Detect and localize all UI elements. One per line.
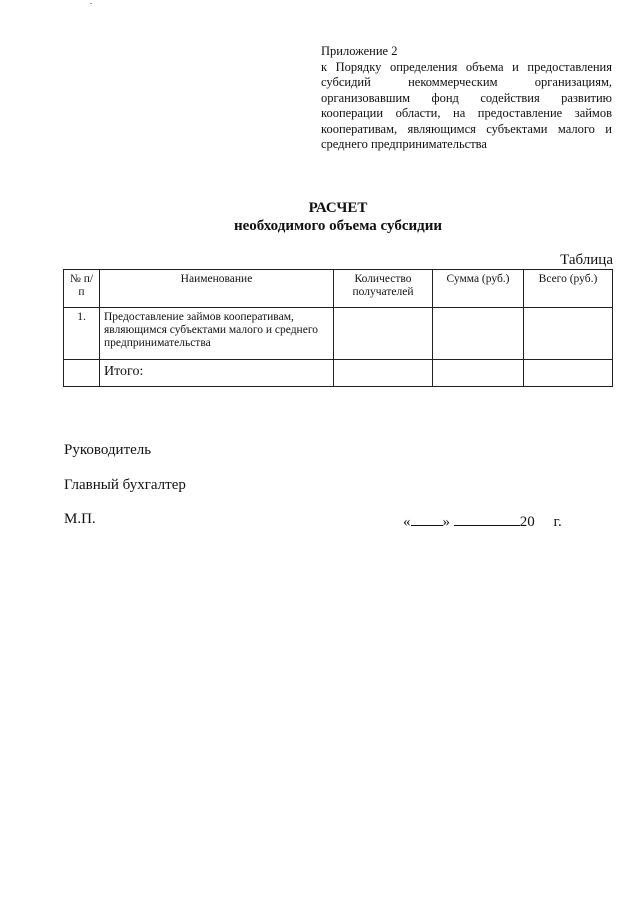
appendix-title: Приложение 2 bbox=[321, 44, 398, 58]
total-sum-cell bbox=[433, 360, 524, 387]
day-blank bbox=[411, 511, 443, 526]
date-close-quote: » bbox=[442, 514, 450, 530]
heading-title: РАСЧЕТ bbox=[308, 200, 368, 216]
appendix-block bbox=[321, 44, 612, 153]
row-sum bbox=[433, 308, 524, 360]
scan-speck bbox=[90, 3, 92, 4]
signature-head: Руководитель bbox=[64, 442, 152, 458]
header-name: Наименование bbox=[100, 270, 334, 308]
date-open-quote: « bbox=[403, 514, 411, 530]
total-label: Итого: bbox=[100, 360, 334, 387]
table-total-row bbox=[64, 360, 613, 387]
appendix-text: к Порядку определения объема и предоставления субсидий некоммерческим организациям, организовавшим фонд содействия развитию кооперации области, на предоставление займов кооперативам, являющимся субъектами малого и среднего предпринимательства bbox=[321, 59, 612, 151]
month-blank bbox=[454, 511, 520, 526]
header-qty: Количество получателей bbox=[334, 270, 433, 308]
signature-accountant: Главный бухгалтер bbox=[64, 477, 186, 493]
header-total: Всего (руб.) bbox=[524, 270, 613, 308]
total-num-cell bbox=[64, 360, 100, 387]
header-num: № п/п bbox=[64, 270, 100, 308]
heading-subtitle: необходимого объема субсидии bbox=[234, 218, 442, 234]
row-total bbox=[524, 308, 613, 360]
year-prefix: 20 bbox=[519, 514, 535, 530]
row-name: Предоставление займов кооперативам, являющимся субъектами малого и среднего предпринимательства bbox=[100, 308, 334, 360]
document-heading bbox=[0, 199, 640, 235]
table-header-row bbox=[64, 270, 613, 308]
year-suffix: г. bbox=[553, 514, 562, 530]
table-row bbox=[64, 308, 613, 360]
table-caption: Таблица bbox=[560, 252, 613, 268]
seal-label: М.П. bbox=[64, 511, 96, 527]
header-sum: Сумма (руб.) bbox=[433, 270, 524, 308]
date-line bbox=[403, 511, 562, 531]
row-num: 1. bbox=[64, 308, 100, 360]
calculation-table bbox=[63, 269, 613, 387]
row-qty bbox=[334, 308, 433, 360]
total-total-cell bbox=[524, 360, 613, 387]
total-qty-cell bbox=[334, 360, 433, 387]
